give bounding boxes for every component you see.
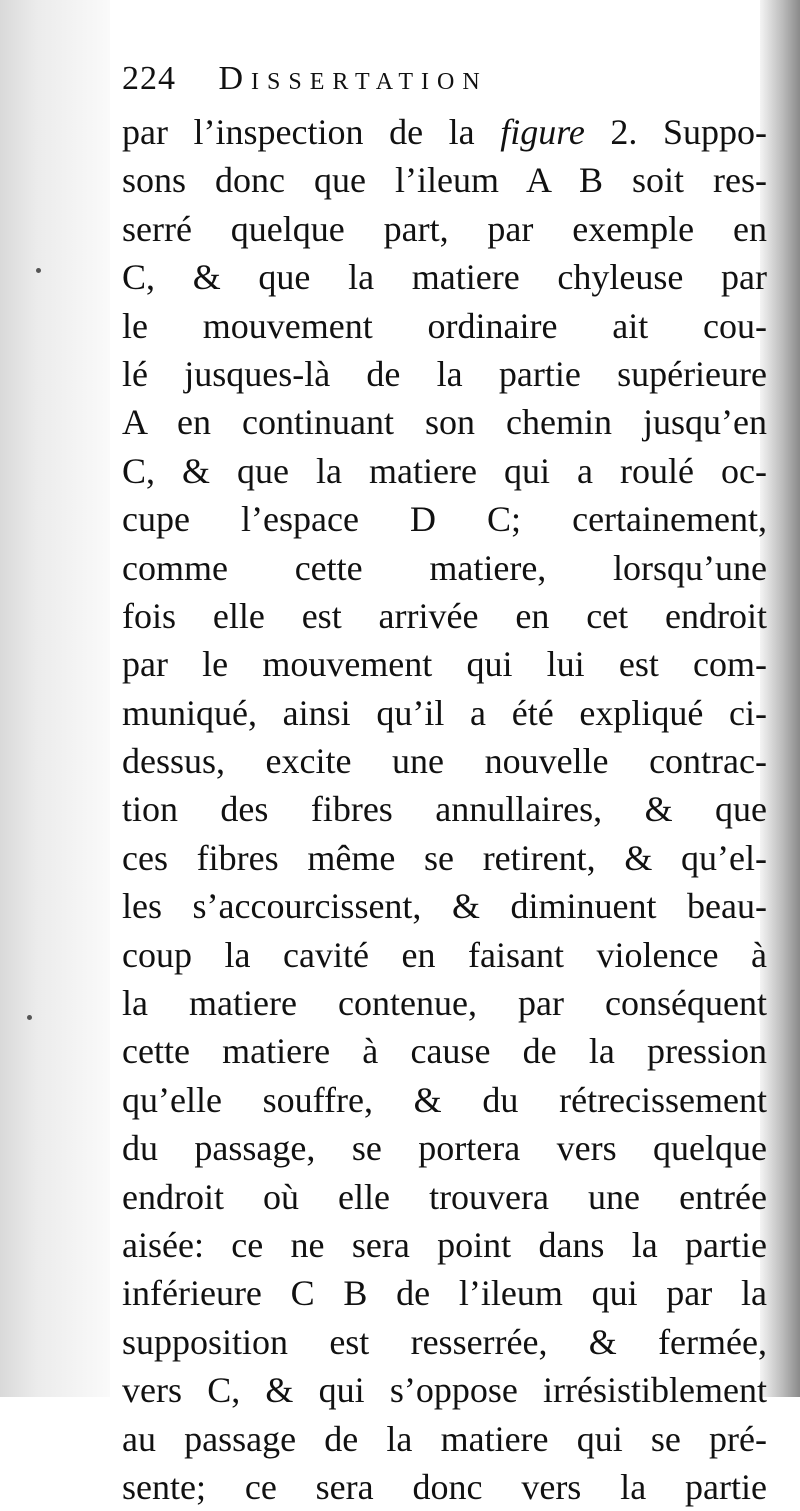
- text-line: endroit où elle trouvera une entrée: [122, 1176, 767, 1217]
- text-line: qu’elle souffre, & du rétrecissement: [122, 1079, 767, 1120]
- text-line: C, & que la matiere qui a roulé oc-: [122, 450, 767, 491]
- text-line: cupe l’espace D C; certainement,: [122, 499, 767, 540]
- text-line: C, & que la matiere chyleuse par: [122, 257, 767, 298]
- text-line: aisée: ce ne sera point dans la partie: [122, 1224, 767, 1265]
- ink-speck: [27, 1015, 32, 1020]
- text-line: le mouvement ordinaire ait cou-: [122, 305, 767, 346]
- text-line: cette matiere à cause de la pression: [122, 1031, 767, 1072]
- text-line: supposition est resserrée, & fermée,: [122, 1321, 767, 1362]
- text-line: A en continuant son chemin jusqu’en: [122, 402, 767, 443]
- text-line: vers C, & qui s’oppose irrésistiblement: [122, 1370, 767, 1411]
- text-line: muniqué, ainsi qu’il a été expliqué ci-: [122, 692, 767, 733]
- text-line: sente; ce sera donc vers la partie: [122, 1466, 767, 1507]
- text-line: par le mouvement qui lui est com-: [122, 644, 767, 685]
- text-line: au passage de la matiere qui se pré-: [122, 1418, 767, 1459]
- text-line: dessus, excite une nouvelle contrac-: [122, 741, 767, 782]
- italic-word-figure: figure: [500, 112, 585, 152]
- body-text: [122, 108, 767, 1511]
- text-line: lé jusques-là de la partie supérieure: [122, 353, 767, 394]
- text-line: les s’accourcissent, & diminuent beau-: [122, 886, 767, 927]
- page-number: 224: [122, 60, 176, 97]
- text-run: 2. Suppo-: [584, 112, 767, 152]
- running-head: [122, 50, 762, 108]
- text-line: inférieure C B de l’ileum qui par la: [122, 1273, 767, 1314]
- ink-speck: [36, 268, 41, 273]
- left-page-margin-shadow: [0, 0, 110, 1397]
- running-head-title: Dissertation: [218, 60, 488, 97]
- text-line: [122, 108, 767, 156]
- text-line: coup la cavité en faisant violence à: [122, 934, 767, 975]
- text-line: du passage, se portera vers quelque: [122, 1128, 767, 1169]
- book-page: [112, 44, 772, 1507]
- text-line: ces fibres même se retirent, & qu’el-: [122, 837, 767, 878]
- text-line: fois elle est arrivée en cet endroit: [122, 595, 767, 636]
- text-line: sons donc que l’ileum A B soit res-: [122, 160, 767, 201]
- text-line: la matiere contenue, par conséquent: [122, 983, 767, 1024]
- text-line: serré quelque part, par exemple en: [122, 208, 767, 249]
- text-line: comme cette matiere, lorsqu’une: [122, 547, 767, 588]
- text-line: tion des fibres annullaires, & que: [122, 789, 767, 830]
- text-run: par l’inspection de la: [122, 112, 501, 152]
